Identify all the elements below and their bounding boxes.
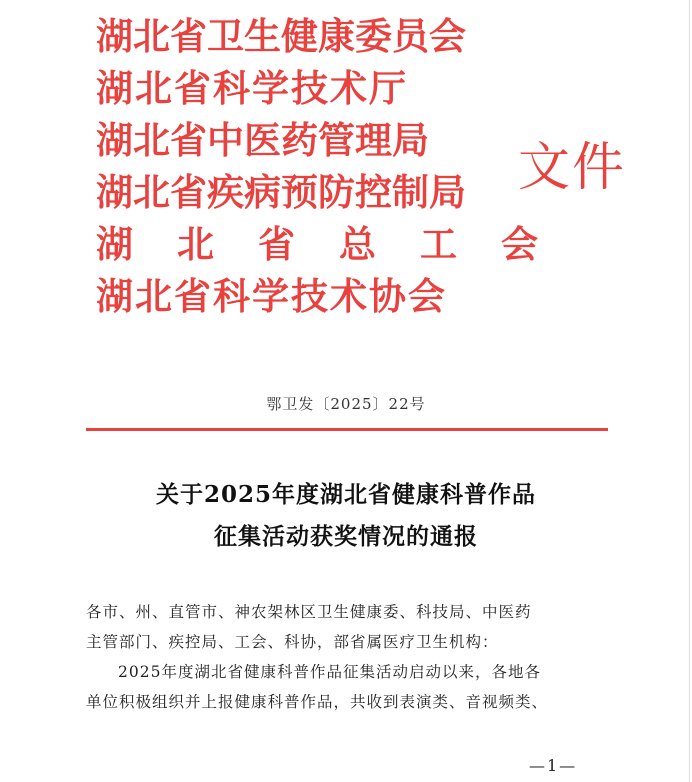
page-number: —1— (529, 756, 578, 775)
title-line-2: 征集活动获奖情况的通报 (214, 523, 478, 550)
issuer-trade-union: 湖北省总工会 (96, 222, 582, 266)
issuer-disease-control-bureau: 湖北省疾病预防控制局 (96, 170, 466, 214)
body-line-paragraph-1: 2025年度湖北省健康科普作品征集活动启动以来，各地各 (118, 663, 541, 681)
title-line-1: 关于2025年度湖北省健康科普作品 (155, 481, 536, 508)
issuer-tcm-administration: 湖北省中医药管理局 (96, 118, 429, 162)
body-line-recipients-1: 各市、州、直管市、神农架林区卫生健康委、科技局、中医药 (86, 603, 532, 621)
document-title (0, 474, 692, 558)
issuer-science-association: 湖北省科学技术协会 (96, 274, 447, 318)
page-edge (689, 0, 690, 782)
issuer-science-department: 湖北省科学技术厅 (96, 66, 408, 110)
issuer-health-commission: 湖北省卫生健康委员会 (96, 14, 466, 58)
red-divider-line (86, 428, 608, 431)
document-number: 鄂卫发〔2025〕22号 (266, 395, 426, 413)
document-body (86, 597, 610, 717)
document-type-suffix: 文件 (518, 138, 627, 198)
body-line-paragraph-2: 单位积极组织并上报健康科普作品，共收到表演类、音视频类、 (86, 693, 549, 711)
body-line-recipients-2: 主管部门、疾控局、工会、科协，部省属医疗卫生机构： (86, 633, 499, 651)
